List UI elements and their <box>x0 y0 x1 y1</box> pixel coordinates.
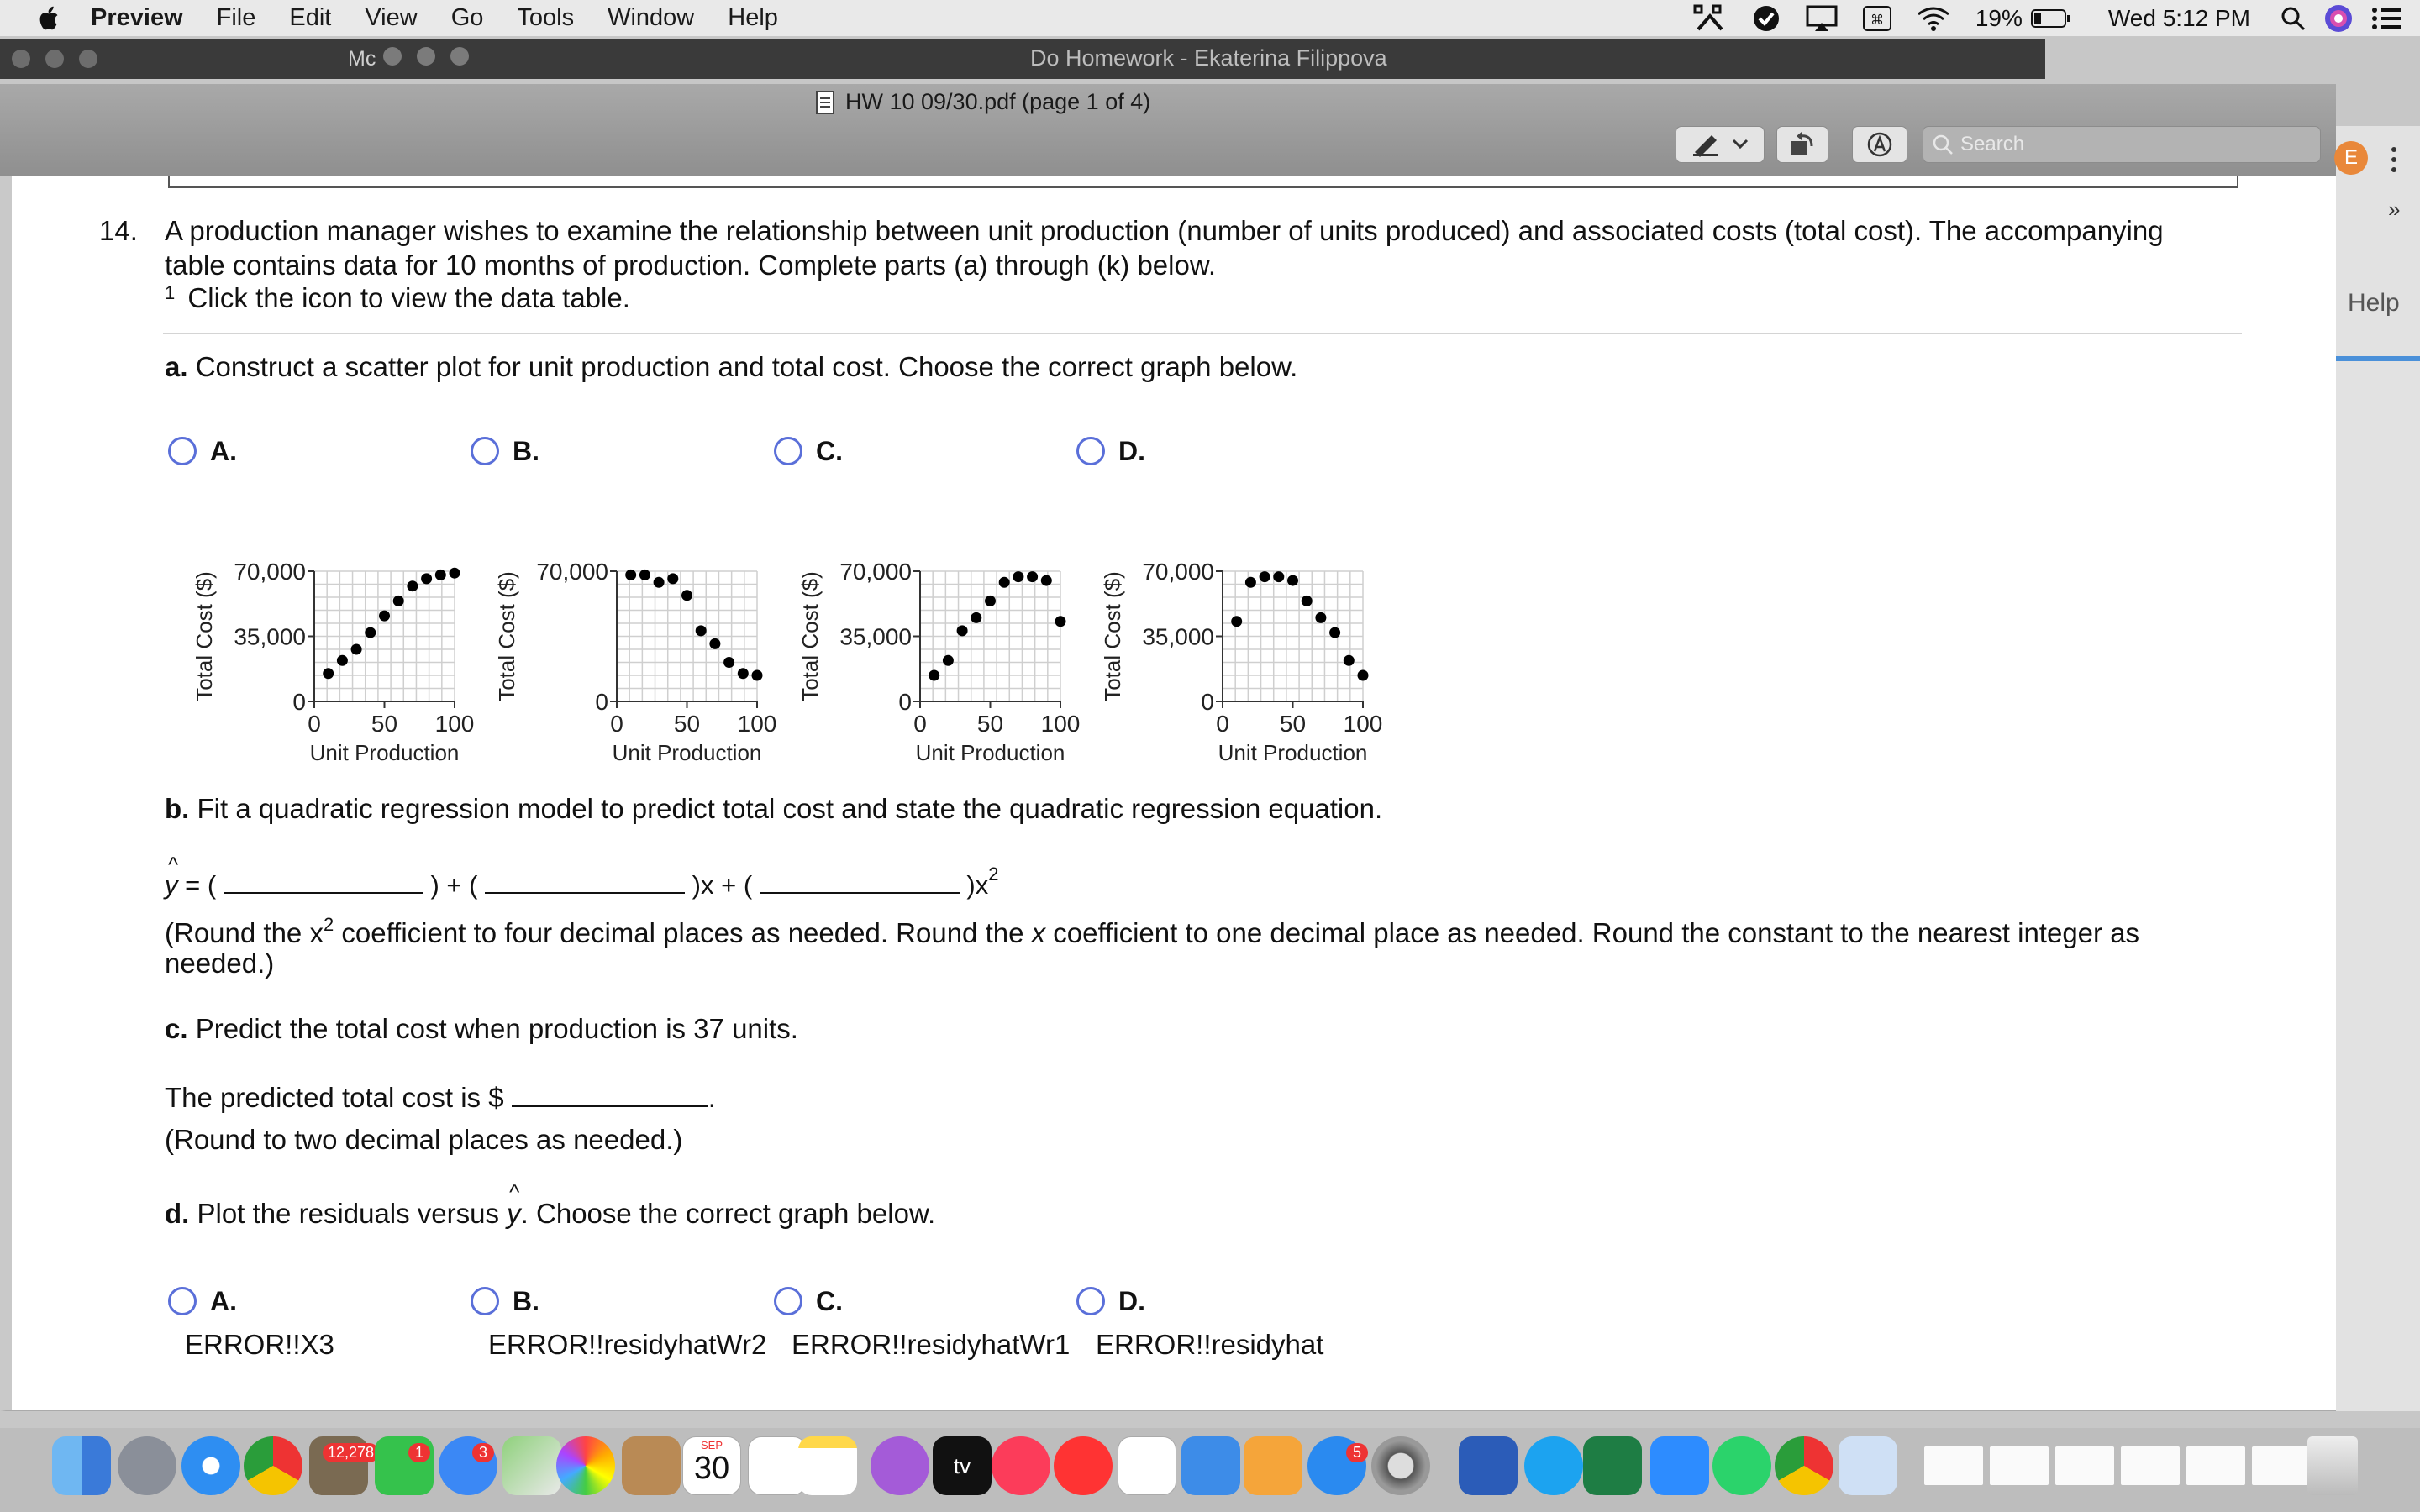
trash-icon[interactable] <box>2307 1436 2358 1495</box>
user-avatar[interactable]: E <box>2334 141 2368 175</box>
question-text-line1: A production manager wishes to examine the relationship between unit production (number of units produced) and associated costs (total cost). The accompanying <box>165 215 2164 246</box>
data-point <box>1055 616 1066 627</box>
part-c-answer-suffix: . <box>708 1082 716 1113</box>
part-a-option-d-radio[interactable] <box>1076 437 1105 465</box>
calendar-month: SEP <box>700 1439 723 1452</box>
svg-text:⌘: ⌘ <box>1870 13 1884 28</box>
x-tick-label: 0 <box>308 711 321 737</box>
status-area <box>1668 0 2420 37</box>
x-coefficient-answer-field[interactable] <box>485 869 685 894</box>
menu-view[interactable]: View <box>365 4 418 31</box>
part-d-option-a-label: A. <box>210 1286 237 1316</box>
note-x: x <box>1031 917 1046 948</box>
eq-exponent: 2 <box>988 864 999 885</box>
y-tick-label: 35,000 <box>1142 623 1214 650</box>
preview-minimize-button[interactable] <box>417 47 435 66</box>
expand-panel-button[interactable]: » <box>2388 197 2401 222</box>
question-text-line2: table contains data for 10 months of production. Complete parts (a) through (k) below. <box>165 249 1217 281</box>
chrome-icon[interactable] <box>244 1436 302 1495</box>
pages-icon[interactable] <box>1244 1436 1302 1495</box>
part-d-option-a-radio[interactable] <box>168 1287 197 1315</box>
part-c-text: Predict the total cost when production is 37 units. <box>195 1013 798 1044</box>
preview-close-button[interactable] <box>383 47 402 66</box>
help-link[interactable]: Help <box>2348 289 2400 317</box>
part-b-rounding-note <box>165 914 2139 949</box>
footnote-text: Click the icon to view the data table. <box>187 282 630 313</box>
y-tick-label: 0 <box>898 689 912 715</box>
data-point <box>985 596 996 606</box>
note-part3: coefficient to one decimal place as needed. Round the constant to the nearest integer as <box>1045 917 2140 948</box>
music-icon[interactable] <box>992 1436 1050 1495</box>
part-a-text: Construct a scatter plot for unit production and total cost. Choose the correct graph below. <box>195 351 1298 382</box>
contacts-icon[interactable] <box>622 1436 681 1495</box>
part-d-prompt <box>165 1179 936 1230</box>
x-axis-label: Unit Production <box>915 740 1065 765</box>
data-point <box>625 570 636 580</box>
rotate-button[interactable] <box>1776 126 1828 163</box>
y-tick-label: 35,000 <box>234 623 306 650</box>
data-point <box>929 670 939 681</box>
data-point <box>1245 577 1256 588</box>
browser-window-titlebar <box>0 39 2045 79</box>
data-point <box>1013 571 1023 582</box>
y-tick-label: 0 <box>595 689 608 715</box>
part-a-option-a-label: A. <box>210 436 237 466</box>
data-table-footnote[interactable] <box>165 282 630 314</box>
part-a-option-a-radio[interactable] <box>168 437 197 465</box>
predicted-cost-answer-field[interactable] <box>512 1082 708 1107</box>
equals-sign: = <box>185 870 201 900</box>
data-point <box>1329 627 1340 638</box>
preview-toolbar <box>0 84 2336 176</box>
data-point <box>365 627 376 638</box>
maps-icon[interactable] <box>502 1436 561 1495</box>
launchpad-icon[interactable] <box>118 1436 176 1495</box>
note-part1: (Round the x <box>165 917 324 948</box>
part-d-text-suffix: . Choose the correct graph below. <box>520 1198 936 1229</box>
bluetooth-scan-icon[interactable] <box>1693 4 1727 33</box>
paren-open: ( <box>207 870 217 900</box>
system-preferences-icon[interactable] <box>1371 1436 1430 1495</box>
menu-edit[interactable]: Edit <box>289 4 332 31</box>
pen-icon <box>1691 132 1720 157</box>
data-point <box>1260 571 1270 582</box>
minimized-window-3[interactable] <box>2055 1446 2114 1485</box>
scatter-plot-c[interactable] <box>786 496 1081 765</box>
help-underline <box>2336 356 2420 361</box>
battery-icon[interactable] <box>2031 8 2071 29</box>
y-tick-label: 35,000 <box>839 623 912 650</box>
menu-help[interactable]: Help <box>728 4 778 31</box>
previous-question-box-border <box>168 176 2238 188</box>
menu-app-name[interactable]: Preview <box>91 4 183 31</box>
battery-percent: 19% <box>1975 5 2023 31</box>
regression-equation <box>165 852 999 900</box>
menu-file[interactable]: File <box>216 4 256 31</box>
x-axis-label: Unit Production <box>1218 740 1368 765</box>
excel-icon[interactable] <box>1583 1436 1642 1495</box>
preview-app-icon[interactable] <box>1839 1436 1897 1495</box>
data-point <box>351 644 362 655</box>
part-a-option-d-label: D. <box>1118 436 1145 466</box>
part-d-y-hat <box>507 1179 521 1230</box>
y-tick-label: 0 <box>1201 689 1214 715</box>
data-point <box>1231 616 1242 627</box>
part-d-label: d. <box>165 1198 190 1229</box>
part-c-prompt <box>165 1013 798 1045</box>
minimized-window-2[interactable] <box>1990 1446 2049 1485</box>
part-d-option-d-error: ERROR!!residyhat <box>1096 1329 1324 1360</box>
data-point <box>421 573 432 584</box>
data-point <box>723 657 734 668</box>
browser-minimize-button[interactable] <box>45 50 64 68</box>
x-axis-label: Unit Production <box>309 740 460 765</box>
preview-window-title <box>815 89 1150 115</box>
y-tick-label: 0 <box>292 689 306 715</box>
part-a-option-b-label: B. <box>513 436 539 466</box>
safari-icon[interactable] <box>182 1436 240 1495</box>
data-point <box>957 625 968 636</box>
search-input[interactable] <box>1960 133 2296 156</box>
scatter-plot-a[interactable] <box>180 496 475 765</box>
data-point <box>450 568 460 579</box>
keyboard-icon[interactable] <box>1863 6 1891 31</box>
data-point <box>639 570 650 580</box>
menu-bar <box>0 0 2420 37</box>
part-c-answer-line <box>165 1082 716 1114</box>
part-d-text-prefix: Plot the residuals versus <box>197 1198 508 1229</box>
footnote-marker: 1 <box>165 282 176 303</box>
part-d-option-d-label: D. <box>1118 1286 1145 1316</box>
eq-plus-1: ) + ( <box>430 870 478 900</box>
part-d-option-b-radio[interactable] <box>471 1287 499 1315</box>
podcasts-icon[interactable] <box>871 1436 929 1495</box>
data-point <box>1315 612 1326 623</box>
part-c-label: c. <box>165 1013 188 1044</box>
y-axis-label: Total Cost ($) <box>1100 571 1125 701</box>
part-d-option-b-label: B. <box>513 1286 539 1316</box>
x-tick-label: 50 <box>371 711 398 737</box>
check-icon[interactable] <box>1752 4 1781 33</box>
eq-plus-2: )x + ( <box>692 870 753 900</box>
part-c-rounding-note: (Round to two decimal places as needed.) <box>165 1124 683 1155</box>
y-hat-accent: ^ <box>168 852 179 877</box>
data-point <box>738 668 749 679</box>
data-point <box>1302 596 1313 606</box>
data-point <box>709 638 720 649</box>
y-axis-label: Total Cost ($) <box>494 571 519 701</box>
clock[interactable]: Wed 5:12 PM <box>2107 5 2250 31</box>
dock <box>0 1428 2420 1512</box>
y-tick-label: 70,000 <box>536 559 608 585</box>
browser-close-button[interactable] <box>12 50 30 68</box>
markup-pen-button[interactable] <box>1676 126 1765 163</box>
data-point <box>696 625 707 636</box>
data-point <box>1027 571 1038 582</box>
apple-tv-label: tv <box>953 1452 971 1478</box>
data-point <box>681 590 692 601</box>
data-point <box>971 612 981 623</box>
rotate-icon <box>1788 131 1817 158</box>
data-point <box>407 580 418 591</box>
notification-center-icon[interactable] <box>2371 6 2402 31</box>
numbers-icon[interactable] <box>1118 1436 1176 1495</box>
browser-window-title: Do Homework - Ekaterina Filippova <box>1030 45 1387 71</box>
minimized-window-4[interactable] <box>2121 1446 2180 1485</box>
x-tick-label: 100 <box>1343 711 1383 737</box>
calendar-day: 30 <box>693 1451 730 1486</box>
more-vertical-icon[interactable] <box>2390 146 2398 175</box>
y-axis-label: Total Cost ($) <box>192 571 217 701</box>
data-point <box>435 570 446 580</box>
photos-badge: 12,278 <box>323 1443 379 1462</box>
pdf-document-icon <box>815 90 837 115</box>
eq-x-squared: )x <box>966 870 989 900</box>
y-tick-label: 70,000 <box>839 559 912 585</box>
browser-zoom-button[interactable] <box>79 50 97 68</box>
markup-toolbar-button[interactable] <box>1852 126 1907 163</box>
data-point <box>943 655 954 666</box>
x-tick-label: 100 <box>1040 711 1081 737</box>
part-d-option-c-radio[interactable] <box>774 1287 802 1315</box>
y-axis-label: Total Cost ($) <box>797 571 823 701</box>
part-b-rounding-note-line2: needed.) <box>165 948 275 979</box>
airplay-icon[interactable] <box>1806 5 1838 32</box>
keynote-icon[interactable] <box>1181 1436 1240 1495</box>
whatsapp-icon[interactable] <box>1712 1436 1771 1495</box>
y-tick-label: 70,000 <box>1142 559 1214 585</box>
part-a-option-c-radio[interactable] <box>774 437 802 465</box>
apple-tv-icon[interactable] <box>933 1436 992 1495</box>
chrome-2-icon[interactable] <box>1775 1436 1833 1495</box>
preview-title-text: HW 10 09/30.pdf (page 1 of 4) <box>845 89 1151 114</box>
part-d-option-c-error: ERROR!!residyhatWr1 <box>792 1329 1071 1360</box>
app-store-badge: 5 <box>1346 1443 1368 1462</box>
scatter-plot-d[interactable] <box>1088 496 1383 765</box>
skype-icon[interactable] <box>1524 1436 1583 1495</box>
y-tick-label: 70,000 <box>234 559 306 585</box>
part-d-option-a-error: ERROR!!X3 <box>185 1329 334 1360</box>
messages-badge: 3 <box>472 1443 494 1462</box>
zoom-icon[interactable] <box>1650 1436 1709 1495</box>
x-tick-label: 50 <box>673 711 701 737</box>
x-tick-label: 0 <box>913 711 927 737</box>
data-point <box>1287 575 1298 586</box>
scatter-plot-b[interactable] <box>482 496 777 765</box>
browser-side-panel <box>2336 126 2420 1411</box>
menu-go[interactable]: Go <box>450 4 484 31</box>
part-b-prompt <box>165 793 1382 825</box>
part-d-y-letter: y <box>507 1198 521 1229</box>
part-a-option-b-radio[interactable] <box>471 437 499 465</box>
data-point <box>654 577 665 588</box>
finder-icon[interactable] <box>52 1436 111 1495</box>
y-hat-letter: y <box>165 870 178 900</box>
part-d-hat-accent: ^ <box>509 1179 520 1205</box>
data-point <box>323 668 334 679</box>
part-b-label: b. <box>165 793 190 824</box>
pdf-page-content <box>0 176 2336 1411</box>
minimized-window-1[interactable] <box>1924 1446 1983 1485</box>
minimized-window-5[interactable] <box>2186 1446 2245 1485</box>
x-tick-label: 0 <box>1216 711 1229 737</box>
notes-icon[interactable] <box>798 1436 857 1495</box>
calendar-icon[interactable] <box>682 1436 741 1495</box>
photos-icon[interactable] <box>556 1436 615 1495</box>
x-tick-label: 50 <box>1279 711 1307 737</box>
spotlight-search-icon[interactable] <box>2281 6 2306 31</box>
data-point <box>393 596 404 606</box>
preview-search-field[interactable] <box>1923 126 2321 163</box>
data-point <box>1041 575 1052 586</box>
x-tick-label: 100 <box>434 711 475 737</box>
part-a-prompt <box>165 351 1297 383</box>
siri-icon[interactable] <box>2324 4 2353 33</box>
chevron-down-icon <box>1732 139 1749 150</box>
markup-icon <box>1866 131 1893 158</box>
x-tick-label: 0 <box>610 711 623 737</box>
data-point <box>667 573 678 584</box>
question-number: 14. <box>99 215 138 246</box>
separator <box>163 333 2242 334</box>
x-tick-label: 100 <box>737 711 777 737</box>
part-a-option-c-label: C. <box>816 436 843 466</box>
news-icon[interactable] <box>1054 1436 1113 1495</box>
wifi-icon[interactable] <box>1917 6 1950 31</box>
x-axis-label: Unit Production <box>612 740 762 765</box>
browser-tab-partial[interactable]: Mc <box>348 47 376 71</box>
word-icon[interactable] <box>1459 1436 1518 1495</box>
facetime-badge: 1 <box>408 1443 430 1462</box>
menu-window[interactable]: Window <box>608 4 695 31</box>
x-tick-label: 50 <box>976 711 1004 737</box>
part-b-text: Fit a quadratic regression model to predict total cost and state the quadratic regression equation. <box>197 793 1383 824</box>
constant-answer-field[interactable] <box>224 869 424 894</box>
preview-zoom-button[interactable] <box>450 47 469 66</box>
search-icon <box>1932 134 1954 155</box>
part-c-answer-prefix: The predicted total cost is $ <box>165 1082 504 1113</box>
x-squared-coefficient-answer-field[interactable] <box>760 869 960 894</box>
data-point <box>752 670 763 681</box>
note-part2: coefficient to four decimal places as needed. Round the <box>334 917 1032 948</box>
data-point <box>379 611 390 622</box>
note-exponent: 2 <box>323 914 334 935</box>
menu-tools[interactable]: Tools <box>517 4 575 31</box>
apple-icon[interactable] <box>34 3 66 34</box>
y-hat-symbol <box>165 852 179 900</box>
part-d-option-b-error: ERROR!!residyhatWr2 <box>488 1329 767 1360</box>
data-point <box>1344 655 1355 666</box>
data-point <box>337 655 348 666</box>
data-point <box>999 577 1010 588</box>
data-point <box>1358 670 1369 681</box>
part-d-option-d-radio[interactable] <box>1076 1287 1105 1315</box>
part-a-label: a. <box>165 351 188 382</box>
part-d-option-c-label: C. <box>816 1286 843 1316</box>
minimized-window-6[interactable] <box>2252 1446 2311 1485</box>
data-point <box>1273 571 1284 582</box>
